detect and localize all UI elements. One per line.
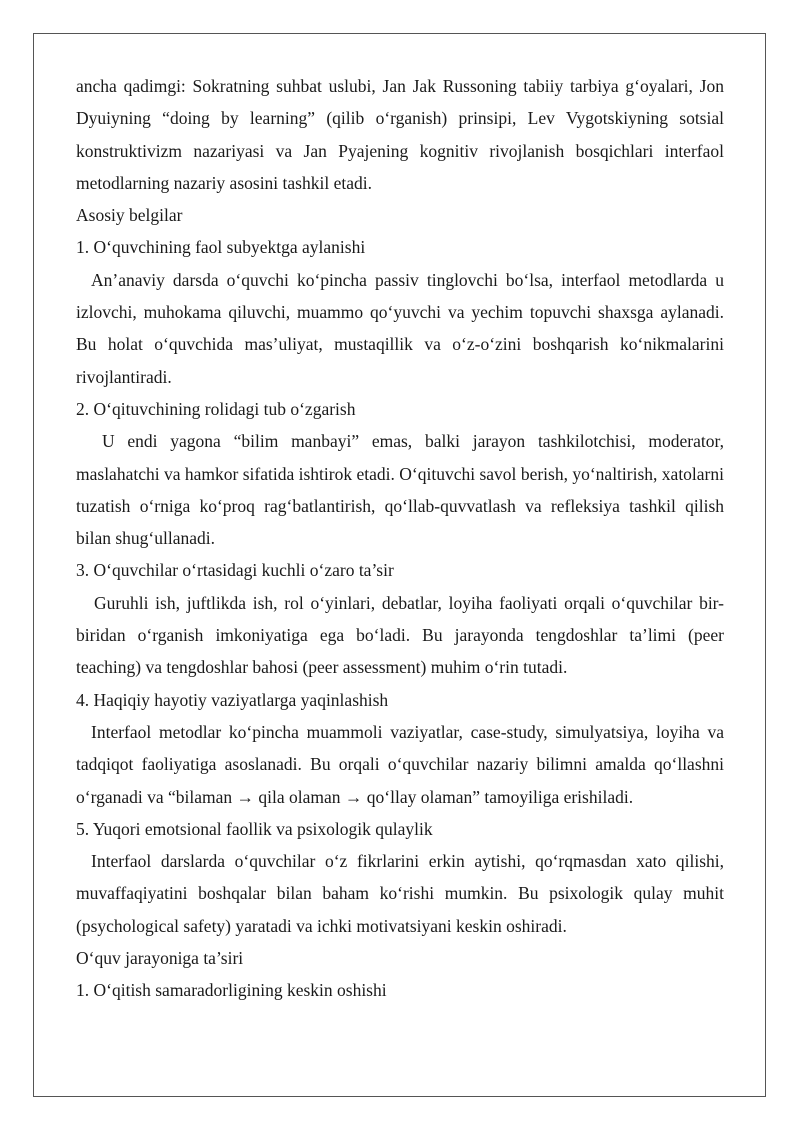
section-heading-impact: O‘quv jarayoniga ta’siri — [76, 948, 244, 969]
feature-body-2: U endi yagona “bilim manbayi” emas, balki jarayon tashkilotchisi, moderator, maslahatchi va hamkor sifatida ishtirok etadi. O‘qituvchi savol berish, yo‘naltirish, xatolarni tuzatish o‘rniga ko‘proq rag‘batlantirish, qo‘llab-quvvatlash va refleksiya tashkil qilish bilan shug‘ullanadi. — [76, 431, 724, 549]
feature-heading-4: 4. Haqiqiy hayotiy vaziyatlarga yaqinlashish — [76, 689, 389, 710]
feature-heading-1: 1. O‘quvchining faol subyektga aylanishi — [76, 237, 366, 258]
document-body — [76, 70, 724, 1007]
intro-paragraph: ancha qadimgi: Sokratning suhbat uslubi, Jan Jak Russoning tabiiy tarbiya g‘oyalari, Jon Dyuiyning “doing by learning” (qilib o‘rganish) prinsipi, Lev Vygotskiyning sotsial konstruktivizm nazariyasi va Jan Pyajening kognitiv rivojlanish bosqichlari interfaol metodlarning nazariy asosini tashkil etadi. — [76, 76, 724, 193]
feature-heading-3: 3. O‘quvchilar o‘rtasidagi kuchli o‘zaro ta’sir — [76, 560, 394, 581]
section-heading-main-features: Asosiy belgilar — [76, 205, 183, 226]
feature-body-4: Interfaol metodlar ko‘pincha muammoli vaziyatlar, case-study, simulyatsiya, loyiha va tadqiqot faoliyatiga asoslanadi. Bu orqali o‘quvchilar nazariy bilimni amalda qo‘llashni o‘rganadi va “bilaman → qila olaman → qo‘llay olaman” tamoyiliga erishiladi. — [76, 721, 724, 807]
feature-heading-2: 2. O‘qituvchining rolidagi tub o‘zgarish — [76, 398, 356, 419]
feature-heading-5: 5. Yuqori emotsional faollik va psixologik qulaylik — [76, 818, 433, 839]
feature-body-5: Interfaol darslarda o‘quvchilar o‘z fikrlarini erkin aytishi, qo‘rqmasdan xato qilishi, muvaffaqiyatini boshqalar bilan baham ko‘rishi mumkin. Bu psixologik qulay muhit (psychological safety) yaratadi va ichki motivatsiyani keskin oshiradi. — [76, 851, 724, 936]
feature-body-3: Guruhli ish, juftlikda ish, rol o‘yinlari, debatlar, loyiha faoliyati orqali o‘quvchilar bir-biridan o‘rganish imkoniyatiga ega bo‘ladi. Bu jarayonda tengdoshlar ta’limi (peer teaching) va tengdoshlar bahosi (peer assessment) muhim o‘rin tutadi. — [76, 592, 724, 678]
feature-body-1: An’anaviy darsda o‘quvchi ko‘pincha passiv tinglovchi bo‘lsa, interfaol metodlarda u izlovchi, muhokama qiluvchi, muammo qo‘yuvchi va yechim topuvchi shaxsga aylanadi. Bu holat o‘quvchida mas’uliyat, mustaqillik va o‘z-o‘zini boshqarish ko‘nikmalarini rivojlantiradi. — [76, 269, 724, 387]
impact-heading-1: 1. O‘qitish samaradorligining keskin oshishi — [76, 980, 387, 1001]
